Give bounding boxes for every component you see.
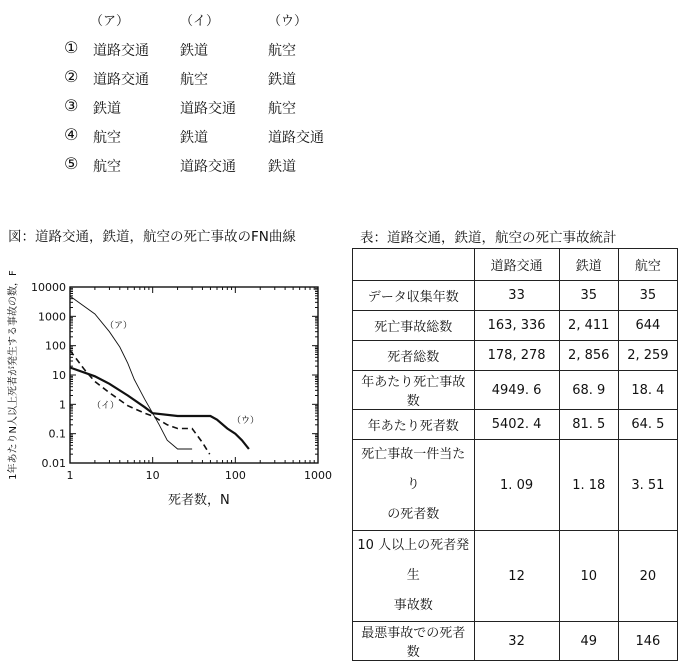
x-tick-label: 1 [66, 469, 74, 482]
table-cell: 10 [559, 531, 618, 622]
table-row [353, 341, 678, 371]
series-label: （ア） [105, 321, 133, 331]
choice-b: 鉄道 [180, 43, 208, 59]
table-cell: 18. 4 [618, 371, 677, 410]
table-cell: 32 [474, 622, 559, 661]
choice-a: 道路交通 [93, 43, 149, 59]
y-tick-label: 0.1 [48, 427, 66, 441]
table-cell: 1. 18 [559, 440, 618, 531]
choice-a: 航空 [93, 159, 121, 175]
table-cell: 2, 259 [618, 341, 677, 371]
table-cell: 68. 9 [559, 371, 618, 410]
choice-c: 航空 [268, 101, 296, 117]
x-axis-label: 死者数，N [168, 493, 230, 508]
table-row [353, 440, 678, 531]
table-cell: 5402. 4 [474, 410, 559, 440]
choice-c: 鉄道 [268, 72, 296, 88]
table-cell: 35 [618, 281, 677, 311]
table-cell: 178, 278 [474, 341, 559, 371]
table-corner-cell [353, 249, 475, 281]
row-label: 年あたり死亡事故数 [353, 371, 475, 410]
table-cell: 20 [618, 531, 677, 622]
y-tick-label: 10000 [31, 281, 66, 294]
choice-b: 鉄道 [180, 130, 208, 146]
row-label-line: 10 人以上の死者発生 [357, 538, 470, 583]
choice-a: 航空 [93, 130, 121, 146]
table-row [353, 311, 678, 341]
row-label-line: 死亡事故一件当たり [361, 447, 466, 492]
choice-a: 鉄道 [93, 101, 121, 117]
table-header-row [353, 249, 678, 281]
column-header-rail: 鉄道 [559, 249, 618, 281]
x-tick-label: 100 [224, 469, 246, 482]
row-label: 最悪事故での死者数 [353, 622, 475, 661]
y-tick-label: 10 [52, 369, 66, 382]
table-cell: 163, 336 [474, 311, 559, 341]
table-cell: 146 [618, 622, 677, 661]
series-label: （ウ） [232, 416, 260, 426]
choice-c: 道路交通 [268, 130, 324, 146]
row-label-line: 事故数 [393, 598, 433, 613]
row-label: 死者総数 [353, 341, 475, 371]
series-line-1 [70, 296, 192, 449]
x-tick-label: 10 [145, 469, 160, 482]
y-tick-label: 100 [45, 339, 66, 353]
table-cell: 33 [474, 281, 559, 311]
choice-c: 航空 [268, 43, 296, 59]
row-label [353, 531, 475, 622]
choice-a: 道路交通 [93, 72, 149, 88]
row-label [353, 440, 475, 531]
table-cell: 3. 51 [618, 440, 677, 531]
row-label: 死亡事故総数 [353, 311, 475, 341]
y-tick-label: 1 [59, 398, 66, 412]
choice-number: ④ [64, 125, 79, 144]
table-caption: 表：道路交通，鉄道，航空の死亡事故統計 [360, 230, 617, 246]
series-line-2 [70, 350, 210, 454]
table-row [353, 281, 678, 311]
table-cell: 2, 856 [559, 341, 618, 371]
column-header-road: 道路交通 [474, 249, 559, 281]
choice-header-b: （イ） [180, 14, 220, 29]
choice-b: 道路交通 [180, 101, 236, 117]
table-cell: 49 [559, 622, 618, 661]
table-cell: 35 [559, 281, 618, 311]
series-label: （イ） [92, 401, 120, 411]
stats-table [352, 248, 678, 661]
choice-number: ① [64, 38, 79, 57]
plot-frame [70, 287, 318, 463]
table-cell: 4949. 6 [474, 371, 559, 410]
choice-number: ⑤ [64, 154, 79, 173]
row-label-line: の死者数 [387, 507, 440, 522]
choice-number: ③ [64, 96, 79, 115]
table-row [353, 410, 678, 440]
table-cell: 12 [474, 531, 559, 622]
table-cell: 81. 5 [559, 410, 618, 440]
table-cell: 2, 411 [559, 311, 618, 341]
table-cell: 1. 09 [474, 440, 559, 531]
choice-b: 航空 [180, 72, 208, 88]
x-tick-label: 1000 [304, 469, 332, 482]
choice-header-c: （ウ） [268, 14, 308, 29]
row-label: データ収集年数 [353, 281, 475, 311]
y-axis-label: 1年あたりN人以上死者が発生する事故の数，F [8, 270, 19, 480]
choice-c: 鉄道 [268, 159, 296, 175]
y-tick-label: 0.01 [41, 457, 66, 470]
figure-caption: 図：道路交通，鉄道，航空の死亡事故のFN曲線 [8, 229, 296, 245]
y-tick-label: 1000 [38, 310, 66, 324]
choice-number: ② [64, 67, 79, 86]
table-row [353, 531, 678, 622]
table-cell: 644 [618, 311, 677, 341]
choice-b: 道路交通 [180, 159, 236, 175]
row-label: 年あたり死者数 [353, 410, 475, 440]
fn-chart [0, 270, 345, 520]
table-cell: 64. 5 [618, 410, 677, 440]
table-row [353, 622, 678, 661]
table-row [353, 371, 678, 410]
column-header-air: 航空 [618, 249, 677, 281]
choice-header-a: （ア） [90, 14, 130, 29]
